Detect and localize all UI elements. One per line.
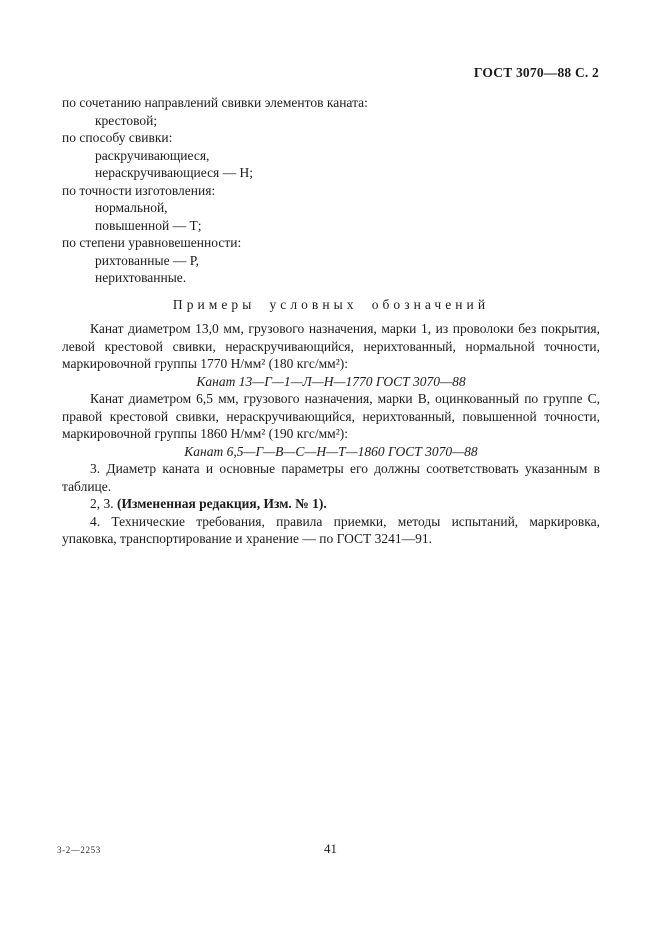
print-order-code: 3-2—2253 <box>57 845 101 855</box>
classification-term: по способу свивки: <box>62 130 173 145</box>
clause-4: 4. Технические требования, правила приемки, методы испытаний, маркировка, упаковка, транспортирование и хранение — по ГОСТ 3241—91. <box>62 513 600 546</box>
classification-item: нераскручивающиеся — Н; <box>95 165 254 180</box>
example-2-description: Канат диаметром 6,5 мм, грузового назначения, марки В, оцинкованный по группе С, правой крестовой свивки, нераскручивающийся, нерихтованный, повышенной точности, маркировочной группы 1860 Н/мм² (190 кгс/мм²): <box>62 391 600 441</box>
page-number: 41 <box>324 841 337 856</box>
document-content <box>62 94 600 548</box>
clause-2-3-amendment <box>62 495 600 513</box>
page-header-reference: ГОСТ 3070—88 С. 2 <box>473 65 599 80</box>
classification-item: раскручивающиеся, <box>95 147 210 163</box>
classification-list <box>62 94 600 287</box>
examples-section-heading: Примеры условных обозначений <box>172 296 490 312</box>
clause-3: 3. Диаметр каната и основные параметры его должны соответствовать указанным в таблице. <box>62 461 600 494</box>
clause-2-3-amendment-note: (Измененная редакция, Изм. № 1). <box>117 496 327 511</box>
classification-term: по точности изготовления: <box>62 182 216 198</box>
classification-item: повышенной — Т; <box>95 217 202 233</box>
classification-item: нормальной, <box>95 200 168 215</box>
classification-term: по степени уравновешенности: <box>62 235 242 250</box>
example-1-description: Канат диаметром 13,0 мм, грузового назначения, марки 1, из проволоки без покрытия, левой крестовой свивки, нераскручивающийся, нерихтованный, нормальной точности, маркировочной группы 1770 Н/мм² (180 кгс/мм²): <box>62 321 600 371</box>
example-1-designation: Канат 13—Г—1—Л—Н—1770 ГОСТ 3070—88 <box>196 373 466 389</box>
classification-term: по сочетанию направлений свивки элементов каната: <box>62 95 368 110</box>
example-2-designation: Канат 6,5—Г—В—С—Н—Т—1860 ГОСТ 3070—88 <box>184 443 478 459</box>
classification-item: крестовой; <box>95 112 158 128</box>
classification-item: нерихтованные. <box>95 270 187 285</box>
classification-item: рихтованные — Р, <box>95 252 200 268</box>
clause-2-3-prefix: 2, 3. <box>90 496 117 511</box>
